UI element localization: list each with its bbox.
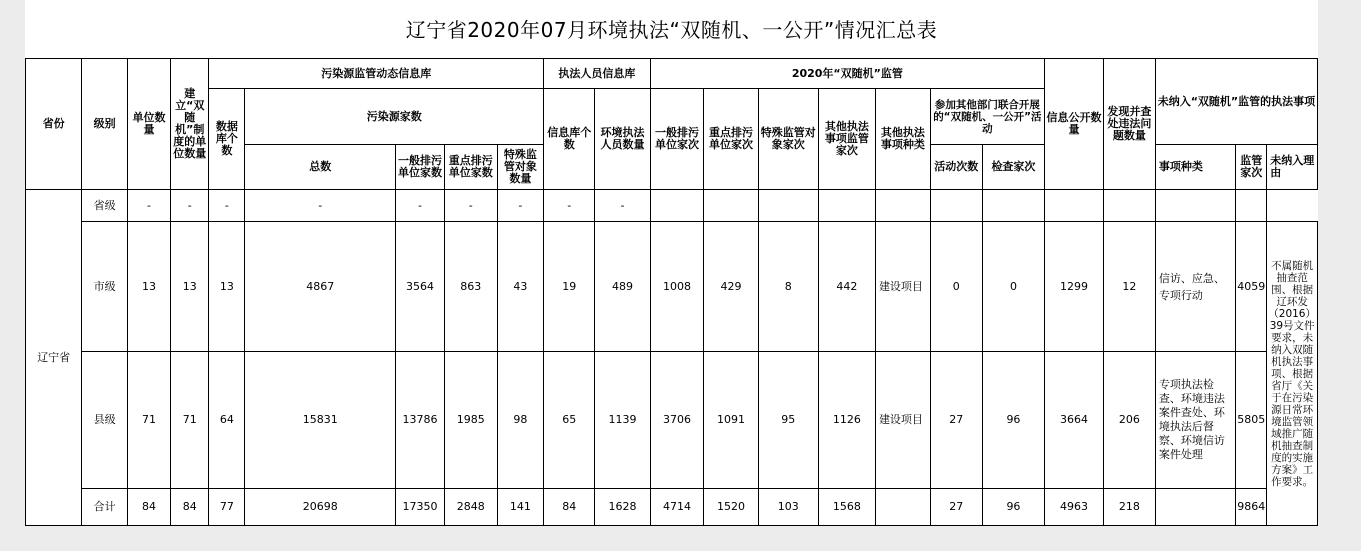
cell: - <box>171 190 209 222</box>
header-pollution-db: 污染源监管动态信息库 <box>209 59 544 89</box>
cell: 信访、应急、专项行动 <box>1155 222 1235 352</box>
cell <box>818 190 875 222</box>
cell: 84 <box>127 489 170 526</box>
header-activity-times: 活动次数 <box>930 145 982 190</box>
cell <box>1155 489 1235 526</box>
cell: 13 <box>171 222 209 352</box>
cell: 3664 <box>1044 352 1103 489</box>
cell: 12 <box>1103 222 1155 352</box>
cell: 96 <box>982 352 1044 489</box>
header-staff-count: 环境执法人员数量 <box>595 89 650 190</box>
header-other-times: 其他执法事项监管家次 <box>818 89 875 190</box>
cell: 1091 <box>704 352 758 489</box>
cell <box>1155 190 1235 222</box>
header-info-db-count: 信息库个数 <box>544 89 595 190</box>
cell: 1299 <box>1044 222 1103 352</box>
row-level: 市级 <box>82 222 128 352</box>
cell: 20698 <box>245 489 396 526</box>
cell: 95 <box>758 352 818 489</box>
cell: 8 <box>758 222 818 352</box>
cell: - <box>595 190 650 222</box>
cell: 84 <box>171 489 209 526</box>
header-key-times: 重点排污单位家次 <box>704 89 758 190</box>
cell: 1628 <box>595 489 650 526</box>
cell: - <box>497 190 544 222</box>
cell: 专项执法检查、环境违法案件查处、环境执法后督察、环境信访案件处理 <box>1155 352 1235 489</box>
cell: 1126 <box>818 352 875 489</box>
cell: 13786 <box>396 352 445 489</box>
header-supervision-2020: 2020年“双随机”监管 <box>650 59 1044 89</box>
header-reason: 未纳入理由 <box>1267 145 1318 190</box>
header-check-count: 检查家次 <box>982 145 1044 190</box>
cell: 建设项目 <box>875 222 930 352</box>
cell: 0 <box>930 222 982 352</box>
cell: 13 <box>127 222 170 352</box>
header-excluded: 未纳入“双随机”监管的执法事项 <box>1155 59 1317 145</box>
cell: 96 <box>982 489 1044 526</box>
cell: 84 <box>544 489 595 526</box>
cell <box>1236 190 1267 222</box>
summary-table <box>25 58 1318 526</box>
cell <box>930 190 982 222</box>
cell: 489 <box>595 222 650 352</box>
cell: 4059 <box>1236 222 1267 352</box>
cell: 141 <box>497 489 544 526</box>
spreadsheet-sheet <box>25 0 1318 526</box>
header-joint-activities: 参加其他部门联合开展的“双随机、一公开”活动 <box>930 89 1044 145</box>
table-title: 辽宁省2020年07月环境执法“双随机、一公开”情况汇总表 <box>405 18 938 42</box>
cell: - <box>396 190 445 222</box>
cell: 4867 <box>245 222 396 352</box>
header-violations: 发现并查处违法问题数量 <box>1103 59 1155 190</box>
cell: 4963 <box>1044 489 1103 526</box>
table-row-total <box>26 489 1318 526</box>
cell: 64 <box>209 352 245 489</box>
cell: 206 <box>1103 352 1155 489</box>
cell: 1985 <box>444 352 497 489</box>
header-general: 一般排污单位家数 <box>396 145 445 190</box>
cell <box>875 190 930 222</box>
row-level: 合计 <box>82 489 128 526</box>
cell: 218 <box>1103 489 1155 526</box>
cell <box>875 489 930 526</box>
cell <box>1044 190 1103 222</box>
row-level: 省级 <box>82 190 128 222</box>
reason-cell: 不属随机抽查范围、根据辽环发（2016）39号文件要求，未纳入双随机执法事项、根据省厅《关于在污染源日常环境监管领域推广随机抽查制度的实施方案》工作要求。 <box>1267 222 1318 526</box>
cell: 77 <box>209 489 245 526</box>
cell <box>704 190 758 222</box>
cell: 1139 <box>595 352 650 489</box>
header-key: 重点排污单位家数 <box>444 145 497 190</box>
cell: 15831 <box>245 352 396 489</box>
header-general-times: 一般排污单位家次 <box>650 89 704 190</box>
cell: 2848 <box>444 489 497 526</box>
cell: - <box>444 190 497 222</box>
cell: - <box>245 190 396 222</box>
cell: 27 <box>930 352 982 489</box>
header-supervise-count: 监管家次 <box>1236 145 1267 190</box>
cell: 71 <box>127 352 170 489</box>
cell <box>650 190 704 222</box>
cell: 17350 <box>396 489 445 526</box>
cell: 71 <box>171 352 209 489</box>
header-level: 级别 <box>82 59 128 190</box>
cell: - <box>209 190 245 222</box>
cell: 4714 <box>650 489 704 526</box>
header-disclosure: 信息公开数量 <box>1044 59 1103 190</box>
cell: 3564 <box>396 222 445 352</box>
header-other-types: 其他执法事项种类 <box>875 89 930 190</box>
header-total: 总数 <box>245 145 396 190</box>
row-level: 县级 <box>82 352 128 489</box>
cell: - <box>544 190 595 222</box>
cell: 0 <box>982 222 1044 352</box>
header-db-count: 数据库个数 <box>209 89 245 190</box>
cell: 43 <box>497 222 544 352</box>
cell: 65 <box>544 352 595 489</box>
header-source-count: 污染源家数 <box>245 89 544 145</box>
cell: 442 <box>818 222 875 352</box>
header-system-units: 建立“双随机”制度的单位数量 <box>171 59 209 190</box>
header-unit-count: 单位数量 <box>127 59 170 190</box>
cell: 19 <box>544 222 595 352</box>
cell: 1520 <box>704 489 758 526</box>
table-row <box>26 222 1318 352</box>
cell <box>758 190 818 222</box>
cell: 3706 <box>650 352 704 489</box>
header-special-times: 特殊监管对象家次 <box>758 89 818 190</box>
header-special: 特殊监管对象数量 <box>497 145 544 190</box>
cell: 863 <box>444 222 497 352</box>
table-row <box>26 352 1318 489</box>
cell: 429 <box>704 222 758 352</box>
cell: 1008 <box>650 222 704 352</box>
header-province: 省份 <box>26 59 82 190</box>
cell: 5805 <box>1236 352 1267 489</box>
cell: 13 <box>209 222 245 352</box>
cell: 9864 <box>1236 489 1267 526</box>
province-name: 辽宁省 <box>26 190 82 526</box>
cell: - <box>127 190 170 222</box>
cell: 建设项目 <box>875 352 930 489</box>
header-item-type: 事项种类 <box>1155 145 1235 190</box>
cell: 103 <box>758 489 818 526</box>
cell: 27 <box>930 489 982 526</box>
table-row <box>26 190 1318 222</box>
cell <box>982 190 1044 222</box>
header-staff-db: 执法人员信息库 <box>544 59 651 89</box>
cell: 1568 <box>818 489 875 526</box>
cell <box>1103 190 1155 222</box>
cell: 98 <box>497 352 544 489</box>
